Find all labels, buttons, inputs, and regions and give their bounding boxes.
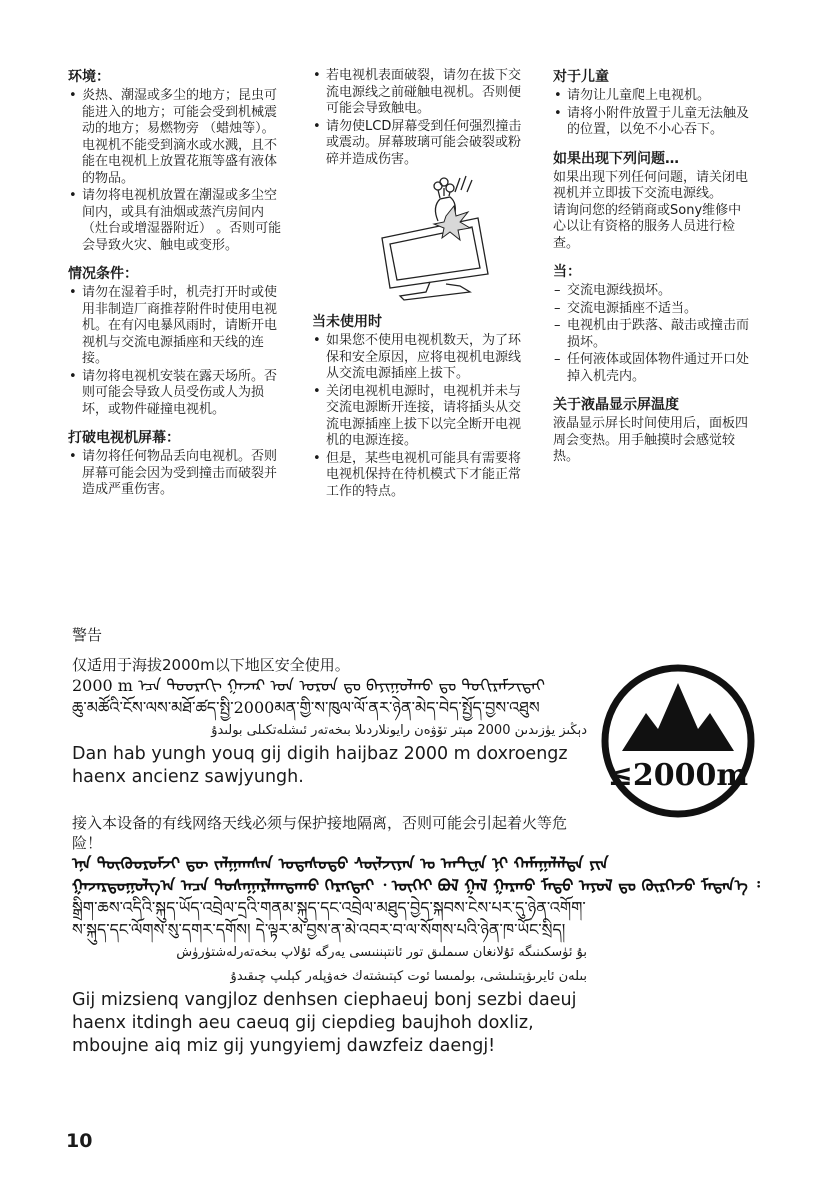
page-number: 10 bbox=[66, 1130, 93, 1152]
column-middle bbox=[312, 68, 524, 511]
list-item: • 请勿在湿着手时，机壳打开时或使用非制造厂商推荐附件时使用电视机。在有闪电暴风雨时，请断开电视机与交流电源插座和天线的连接。 bbox=[68, 285, 284, 368]
section-lcd-temperature bbox=[553, 396, 753, 466]
paragraph: 液晶显示屏长时间使用后，面板四周会变热。用手触摸时会感觉较热。 bbox=[553, 416, 749, 464]
warning-text-zhuang: Gij mizsienq vangjloz denhsen ciephaeuj bonj sezbi daeuj haenx itdingh aeu caeuq gij ciepdieg baujhoh doxliz, mboujne aiq miz gij yungyiemj dawzfeiz daengj! bbox=[72, 990, 577, 1056]
list-item: – 交流电源线损坏。 bbox=[553, 283, 753, 300]
warning-title: 警告 bbox=[72, 626, 103, 644]
section-children bbox=[553, 68, 753, 139]
heading-problems: 如果出现下列问题… bbox=[553, 150, 679, 167]
section-broken-screen bbox=[68, 429, 284, 499]
column-left bbox=[68, 68, 284, 510]
altitude-warning bbox=[72, 655, 592, 789]
warning-text-uyghur: بىلەن ئايرىۋېتىلىشى، بولمىسا ئوت كېتىشتەك خەۋپلەر كېلىپ چىقىدۇ bbox=[230, 969, 587, 984]
warning-text-chinese: 仅适用于海拔2000m以下地区安全使用。 bbox=[72, 656, 350, 674]
section-when-unused bbox=[312, 313, 524, 500]
section-problems bbox=[553, 150, 753, 253]
warning-text-tibetan: ཆུ་མཚོའི་ངོས་ལས་མཐོ་ཚད་སྤྱི་2000མན་གྱི་ས་ཁུལ་ལོ་ནར་ཉེན་མེད་བེད་སྤྱོད་བྱས་འཐུས bbox=[72, 698, 540, 717]
heading-lcd-temperature: 关于液晶显示屏温度 bbox=[553, 397, 679, 413]
section-environment bbox=[68, 68, 284, 254]
warning-text-uyghur: دېڭىز يۈزىدىن 2000 مېتر تۆۋەن رايونلاردىلا بىخەتەر ئىشلەتكىلى بولىدۇ bbox=[211, 723, 587, 738]
section-conditions bbox=[68, 265, 284, 418]
list-item: • 请勿将电视机安装在露天场所。否则可能会导致人员受伤或人为损坏，或物件碰撞电视机。 bbox=[68, 369, 284, 419]
list-item: – 电视机由于跌落、敲击或撞击而损坏。 bbox=[553, 318, 753, 351]
altitude-2000m-badge bbox=[600, 663, 756, 819]
heading-when-unused: 当未使用时 bbox=[312, 314, 382, 330]
warning-text-mongolian: ᠭᠠᠵᠠᠷᠳᠤᠭᠤᠯᠭ᠎ᠠ ᠠᠴᠠ ᠲᠤᠰᠠᠭᠠᠷᠯᠠᠭᠳᠠᠬᠤ ᠬᠡᠷᠡᠭᠲᠡᠢ ᠂ ᠦᠭᠡᠢ ᠪᠣᠯ ᠭᠠᠯ ᠭᠠᠷᠬᠤ ᠮᠡᠲᠦ ᠠᠶᠤᠯ ᠳᠤ ᠬᠦᠷᠭᠡᠵᠦ ᠮᠡᠳᠡᠨ᠎ᠡ ᠄ bbox=[72, 876, 760, 895]
paragraph: 如果出现下列任何问题，请关闭电视机并立即拔下交流电源线。 bbox=[553, 169, 749, 201]
list-item: • 但是，某些电视机可能具有需要将电视机保持在待机模式下才能正常工作的特点。 bbox=[312, 451, 524, 501]
list-item: • 若电视机表面破裂，请勿在拔下交流电源线之前碰触电视机。否则便可能会导致触电。 bbox=[312, 68, 524, 118]
heading-environment: 环境： bbox=[68, 69, 110, 85]
badge-label: ≤2000m bbox=[607, 758, 749, 793]
heading-children: 对于儿童 bbox=[553, 69, 609, 85]
list-item: – 任何液体或固体物件通过开口处掉入机壳内。 bbox=[553, 352, 753, 385]
warning-text-tibetan: ས་སྐུད་དང་ལོགས་སུ་དགར་དགོས། དེ་ལྟར་མ་བྱས་ན་མེ་འབར་བ་ལ་སོགས་པའི་ཉེན་ཁ་ཡོང་སྲིད། bbox=[72, 920, 566, 939]
warning-text-mongolian: 2000 m ᠡᠴᠡ ᠳᠣᠣᠷᠠᠬᠢ ᠭᠠᠵᠠᠷ ᠤᠨ ᠣᠷᠣᠨ ᠳᠤ ᠪᠠᠶᠢᠭᠤᠯᠬᠤ ᠳᠤ ᠲᠣᠬᠢᠷᠠᠮᠵᠢᠲᠠᠢ bbox=[72, 676, 545, 695]
paragraph: 请询问您的经销商或Sony维修中心以让有资格的服务人员进行检查。 bbox=[553, 202, 742, 251]
warning-text-uyghur: بۇ ئۈسكىنىگە ئۇلانغان سىملىق تور ئانتېننىسى يەرگە ئۇلاپ بىخەتەرلەشتۈرۈش bbox=[176, 945, 587, 960]
heading-conditions: 情况条件： bbox=[68, 266, 138, 282]
list-item: • 请勿使LCD屏幕受到任何强烈撞击或震动。屏幕玻璃可能会破裂或粉碎并造成伤害。 bbox=[312, 119, 524, 169]
heading-when: 当： bbox=[553, 264, 581, 280]
list-item: • 如果您不使用电视机数天，为了环保和安全原因，应将电视机电源线从交流电源插座上拔下。 bbox=[312, 333, 524, 383]
list-item: • 请勿将电视机放置在潮湿或多尘空间内，或具有油烟或蒸汽房间内 （灶台或增湿器附近） 。否则可能会导致火灾、触电或变形。 bbox=[68, 188, 284, 254]
list-item: – 交流电源插座不适当。 bbox=[553, 301, 753, 318]
list-item: • 关闭电视机电源时，电视机并未与交流电源断开连接，请将插头从交流电源插座上拔下以完全断开电视机的电源连接。 bbox=[312, 384, 524, 450]
warning-text-mongolian: ᠡᠨᠡ ᠲᠥᠬᠦᠦᠷᠦᠮᠵᠢ ᠳᠦ ᠵᠠᠯᠭᠠᠭᠰᠠᠨ ᠤᠲᠠᠰᠤᠲᠤ ᠰᠦᠯᠵᠢᠶᠡᠨ ᠤ ᠠᠨᠲ᠋ᠧᠨ᠋ᠠ ᠨᠢ ᠬᠠᠮᠠᠭᠠᠯᠠᠯᠲᠠ ᠶᠢᠨ bbox=[72, 854, 609, 873]
list-item: • 请将小附件放置于儿童无法触及的位置，以免不小心吞下。 bbox=[553, 106, 753, 139]
list-item: • 炎热、潮湿或多尘的地方；昆虫可能进入的地方；可能会受到机械震动的地方；易燃物旁 （蜡烛等）。电视机不能受到滴水或水溅，且不能在电视机上放置花瓶等盛有液体的物品。 bbox=[68, 88, 284, 187]
section-when bbox=[553, 263, 753, 385]
tv-vase-illustration bbox=[360, 176, 510, 301]
column-right bbox=[553, 68, 753, 477]
list-item: • 请勿将任何物品丢向电视机。否则屏幕可能会因为受到撞击而破裂并造成严重伤害。 bbox=[68, 449, 284, 499]
heading-broken-screen: 打破电视机屏幕： bbox=[68, 430, 180, 446]
warning-text-zhuang: Dan hab yungh youq gij digih haijbaz 2000 m doxroengz haenx ancienz sawjyungh. bbox=[72, 744, 568, 787]
list-item: • 请勿让儿童爬上电视机。 bbox=[553, 88, 753, 105]
antenna-warning bbox=[72, 813, 760, 1058]
warning-text-tibetan: སྒྲིག་ཆས་འདིའི་སྐུད་ཡོད་འབྲེལ་དྲའི་གནམ་སྐུད་དང་འབྲེལ་མཐུད་བྱེད་སྐབས་ངེས་པར་དུ་ཉེན་འགོག་ bbox=[72, 898, 586, 917]
warning-text-chinese: 接入本设备的有线网络天线必须与保护接地隔离，否则可能会引起着火等危险！ bbox=[72, 814, 568, 852]
